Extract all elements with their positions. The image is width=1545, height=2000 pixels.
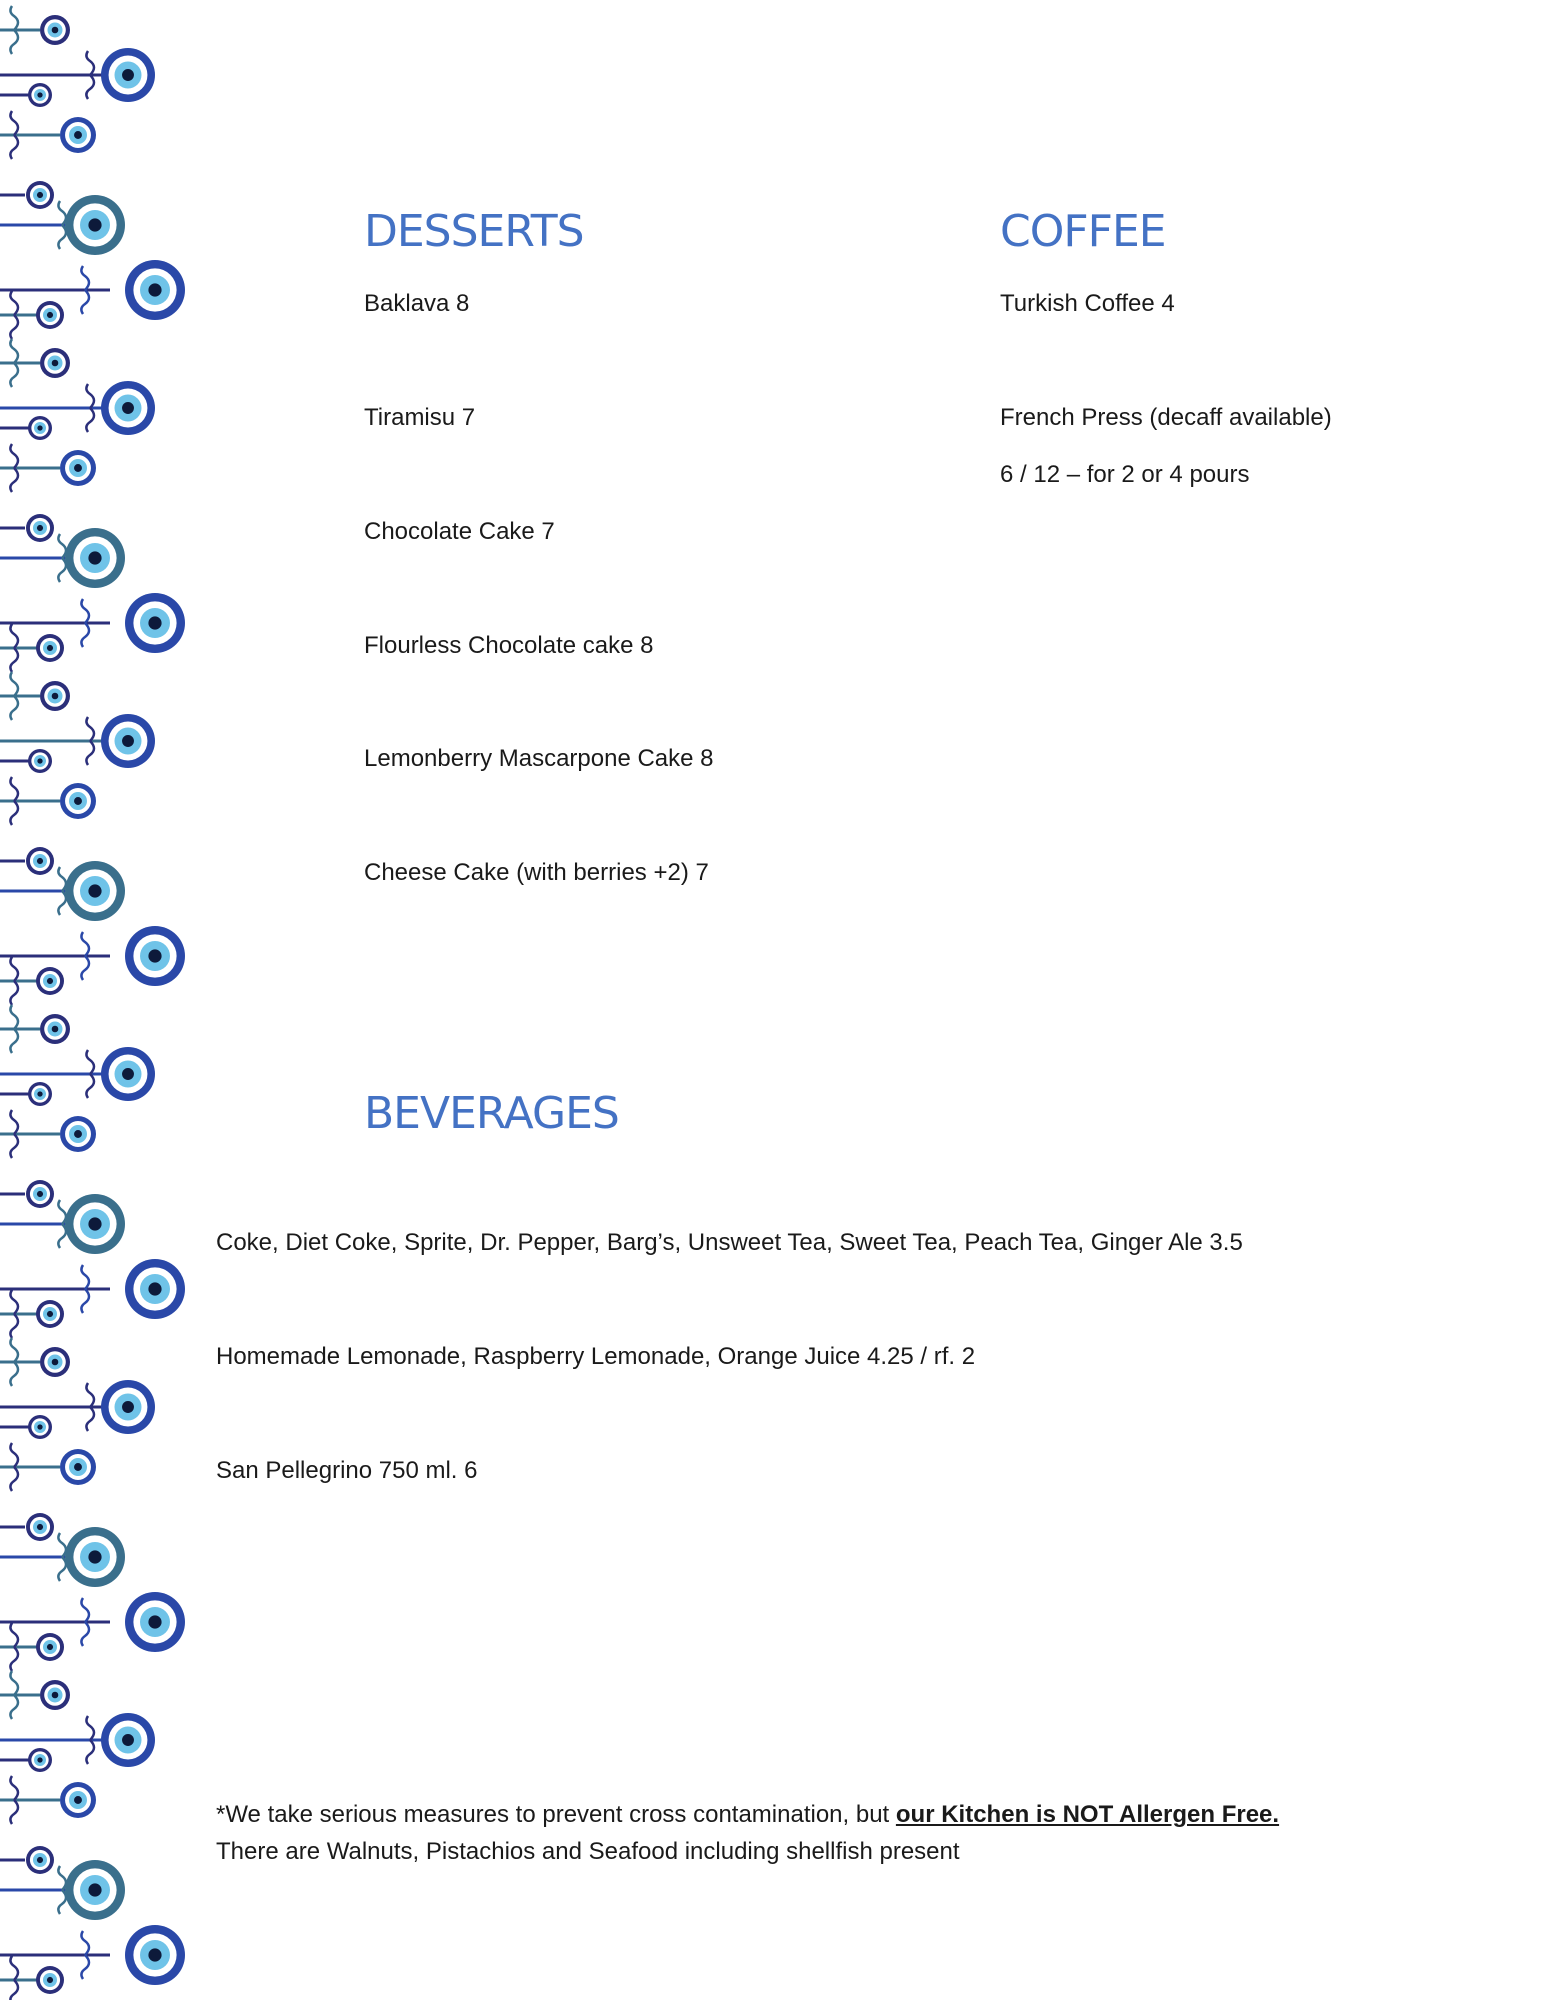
evil-eye <box>60 1116 96 1152</box>
evil-eye <box>26 847 54 875</box>
evil-eye <box>26 1846 54 1874</box>
evil-eye <box>65 528 125 588</box>
allergen-notice <box>216 1796 1279 1870</box>
evil-eye <box>40 1014 70 1044</box>
evil-eye <box>125 1259 185 1319</box>
evil-eye <box>28 1415 52 1439</box>
coffee-item-french-press: French Press (decaff available) <box>1000 404 1332 431</box>
evil-eye <box>36 1300 64 1328</box>
evil-eye <box>40 15 70 45</box>
evil-eye <box>65 1527 125 1587</box>
dessert-item-chocolate-cake: Chocolate Cake 7 <box>364 518 555 545</box>
evil-eye <box>60 1449 96 1485</box>
evil-eye <box>101 1713 155 1767</box>
evil-eye <box>26 1513 54 1541</box>
evil-eye <box>125 926 185 986</box>
evil-eye <box>36 634 64 662</box>
evil-eye <box>101 381 155 435</box>
allergen-notice-emphasis: our Kitchen is NOT Allergen Free. <box>895 1801 1280 1828</box>
evil-eye <box>28 1082 52 1106</box>
desserts-heading: DESSERTS <box>364 206 584 257</box>
dessert-item-lemonberry-mascarpone-cake: Lemonberry Mascarpone Cake 8 <box>364 745 714 772</box>
evil-eye <box>28 1748 52 1772</box>
evil-eye <box>60 450 96 486</box>
coffee-item-turkish-coffee: Turkish Coffee 4 <box>1000 290 1175 317</box>
evil-eye <box>36 301 64 329</box>
evil-eye <box>26 1180 54 1208</box>
evil-eye-border-decoration <box>0 0 200 2000</box>
allergen-notice-line2: There are Walnuts, Pistachios and Seafood including shellfish present <box>216 1838 960 1865</box>
evil-eye <box>40 681 70 711</box>
evil-eye <box>36 1966 64 1994</box>
evil-eye <box>40 348 70 378</box>
evil-eye <box>60 1782 96 1818</box>
evil-eye <box>125 1925 185 1985</box>
evil-eye <box>101 714 155 768</box>
dessert-item-flourless-chocolate-cake: Flourless Chocolate cake 8 <box>364 632 654 659</box>
evil-eye <box>40 1680 70 1710</box>
evil-eye <box>60 783 96 819</box>
coffee-item-french-press-price: 6 / 12 – for 2 or 4 pours <box>1000 461 1250 488</box>
swirl-ornament <box>10 1956 18 2000</box>
evil-eye <box>36 967 64 995</box>
evil-eye <box>28 83 52 107</box>
dessert-item-tiramisu: Tiramisu 7 <box>364 404 476 431</box>
beverages-heading: BEVERAGES <box>364 1088 619 1139</box>
evil-eye <box>65 195 125 255</box>
evil-eye <box>36 1633 64 1661</box>
beverage-item-san-pellegrino: San Pellegrino 750 ml. 6 <box>216 1457 478 1484</box>
evil-eye <box>65 1860 125 1920</box>
evil-eye <box>26 514 54 542</box>
evil-eye <box>101 1380 155 1434</box>
evil-eye <box>101 1047 155 1101</box>
evil-eye <box>65 1194 125 1254</box>
dessert-item-cheese-cake: Cheese Cake (with berries +2) 7 <box>364 859 709 886</box>
evil-eye <box>40 1347 70 1377</box>
evil-eye <box>65 861 125 921</box>
beverage-item-lemonade-juice: Homemade Lemonade, Raspberry Lemonade, Orange Juice 4.25 / rf. 2 <box>216 1343 976 1370</box>
coffee-heading: COFFEE <box>1000 206 1166 257</box>
evil-eye <box>28 749 52 773</box>
dessert-item-baklava: Baklava 8 <box>364 290 470 317</box>
evil-eye <box>26 181 54 209</box>
allergen-notice-text: *We take serious measures to prevent cross contamination, but <box>216 1801 896 1828</box>
evil-eye <box>125 593 185 653</box>
evil-eye <box>28 416 52 440</box>
evil-eye <box>125 1592 185 1652</box>
evil-eye <box>101 48 155 102</box>
evil-eye <box>60 117 96 153</box>
evil-eye <box>125 260 185 320</box>
beverage-item-sodas-teas: Coke, Diet Coke, Sprite, Dr. Pepper, Barg’s, Unsweet Tea, Sweet Tea, Peach Tea, Ginger Ale 3.5 <box>216 1229 1243 1256</box>
